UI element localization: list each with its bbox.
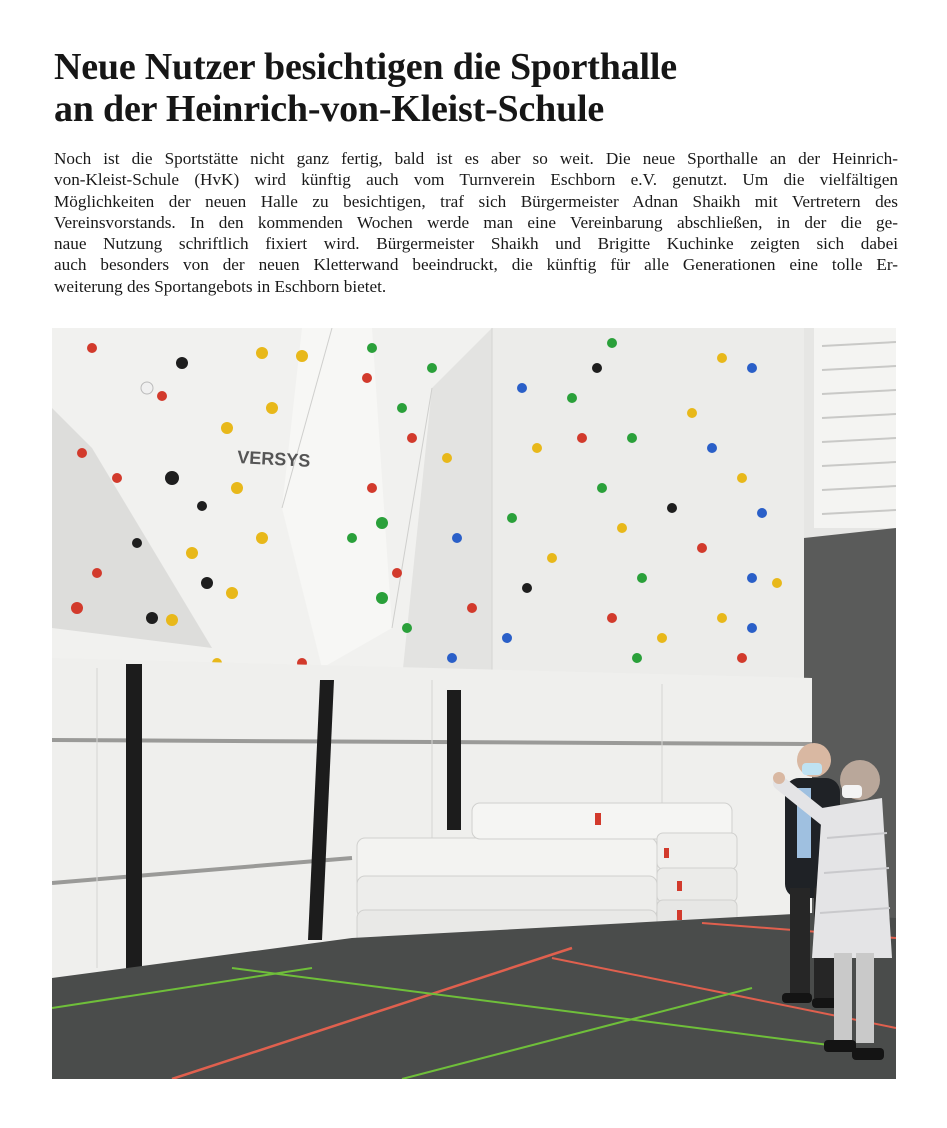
headline-line-2: an der Heinrich-von-Kleist-Schule <box>54 88 605 130</box>
lead-paragraph <box>54 148 898 297</box>
lead-line-4: Vereinsvorstands. In den kommenden Wochen werde man eine Vereinbarung abschließen, in der die ge- <box>54 212 898 232</box>
lead-line-1: Noch ist die Sportstätte nicht ganz fertig, bald ist es aber so weit. Die neue Sporthalle an der Heinrich- <box>54 149 898 168</box>
headline <box>54 46 914 130</box>
article-photo <box>52 328 896 1079</box>
photo-climbing-wall-scene <box>52 328 896 1079</box>
lead-line-2: von-Kleist-Schule (HvK) wird künftig auch vom Turnverein Eschborn e.V. genutzt. Um die vielfältigen <box>54 170 898 190</box>
headline-line-1: Neue Nutzer besichtigen die Sporthalle <box>54 46 677 88</box>
window-blinds <box>814 328 896 528</box>
climbing-wall <box>52 328 804 688</box>
lead-line-7: weiterung des Sportangebots in Eschborn bietet. <box>54 276 387 296</box>
lead-line-3: Möglichkeiten der neuen Halle zu besichtigen, traf sich Bürgermeister Adnan Shaikh mit Vertretern des <box>54 191 898 211</box>
lead-line-5: naue Nutzung schriftlich fixiert wird. Bürgermeister Shaikh und Brigitte Kuchinke zeigten sich dabei <box>54 234 898 254</box>
lead-line-6: auch besonders von der neuen Kletterwand beeindruckt, die künftig für alle Generationen eine tolle Er- <box>54 255 898 275</box>
wall-logo: VERSYS <box>236 447 311 471</box>
